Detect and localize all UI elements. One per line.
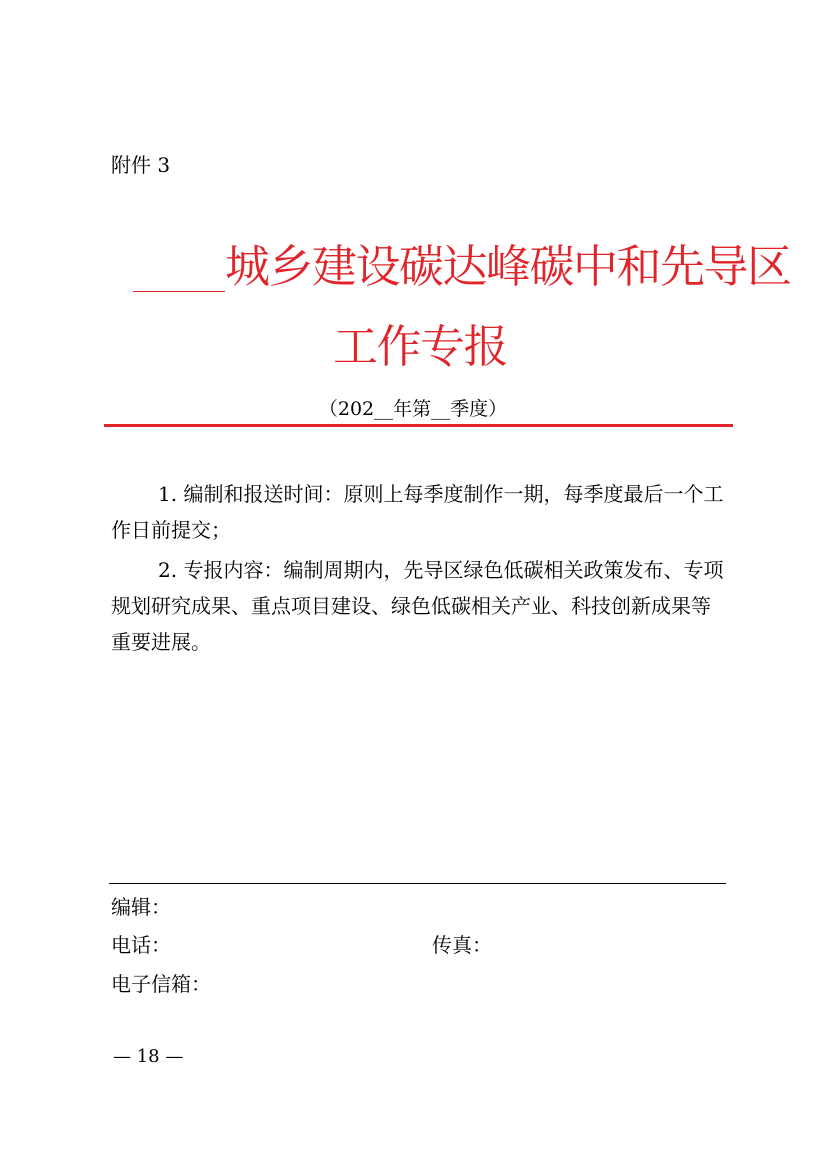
document-title-text: 城乡建设碳达峰碳中和先导区 (225, 240, 791, 293)
document-title-line2: 工作专报 (332, 320, 507, 373)
editor-label: 编辑： (111, 895, 171, 919)
report-period: （202__年第__季度） (318, 398, 508, 420)
phone-label: 电话： (111, 933, 171, 957)
page-number: — 18 — (113, 1046, 184, 1067)
document-title-line1 (133, 234, 791, 298)
email-label: 电子信箱： (111, 972, 211, 996)
red-divider (104, 424, 733, 427)
title-blank-underline (133, 290, 225, 292)
instruction-paragraph-2: 2. 专报内容：编制周期内，先导区绿色低碳相关政策发布、专项规划研究成果、重点项目建设、绿色低碳相关产业、科技创新成果等重要进展。 (111, 558, 724, 654)
fax-label: 传真： (432, 933, 492, 957)
attachment-label: 附件 3 (111, 153, 171, 177)
footer-divider (109, 883, 726, 884)
instruction-paragraph-1: 1. 编制和报送时间：原则上每季度制作一期，每季度最后一个工作日前提交； (111, 482, 724, 542)
